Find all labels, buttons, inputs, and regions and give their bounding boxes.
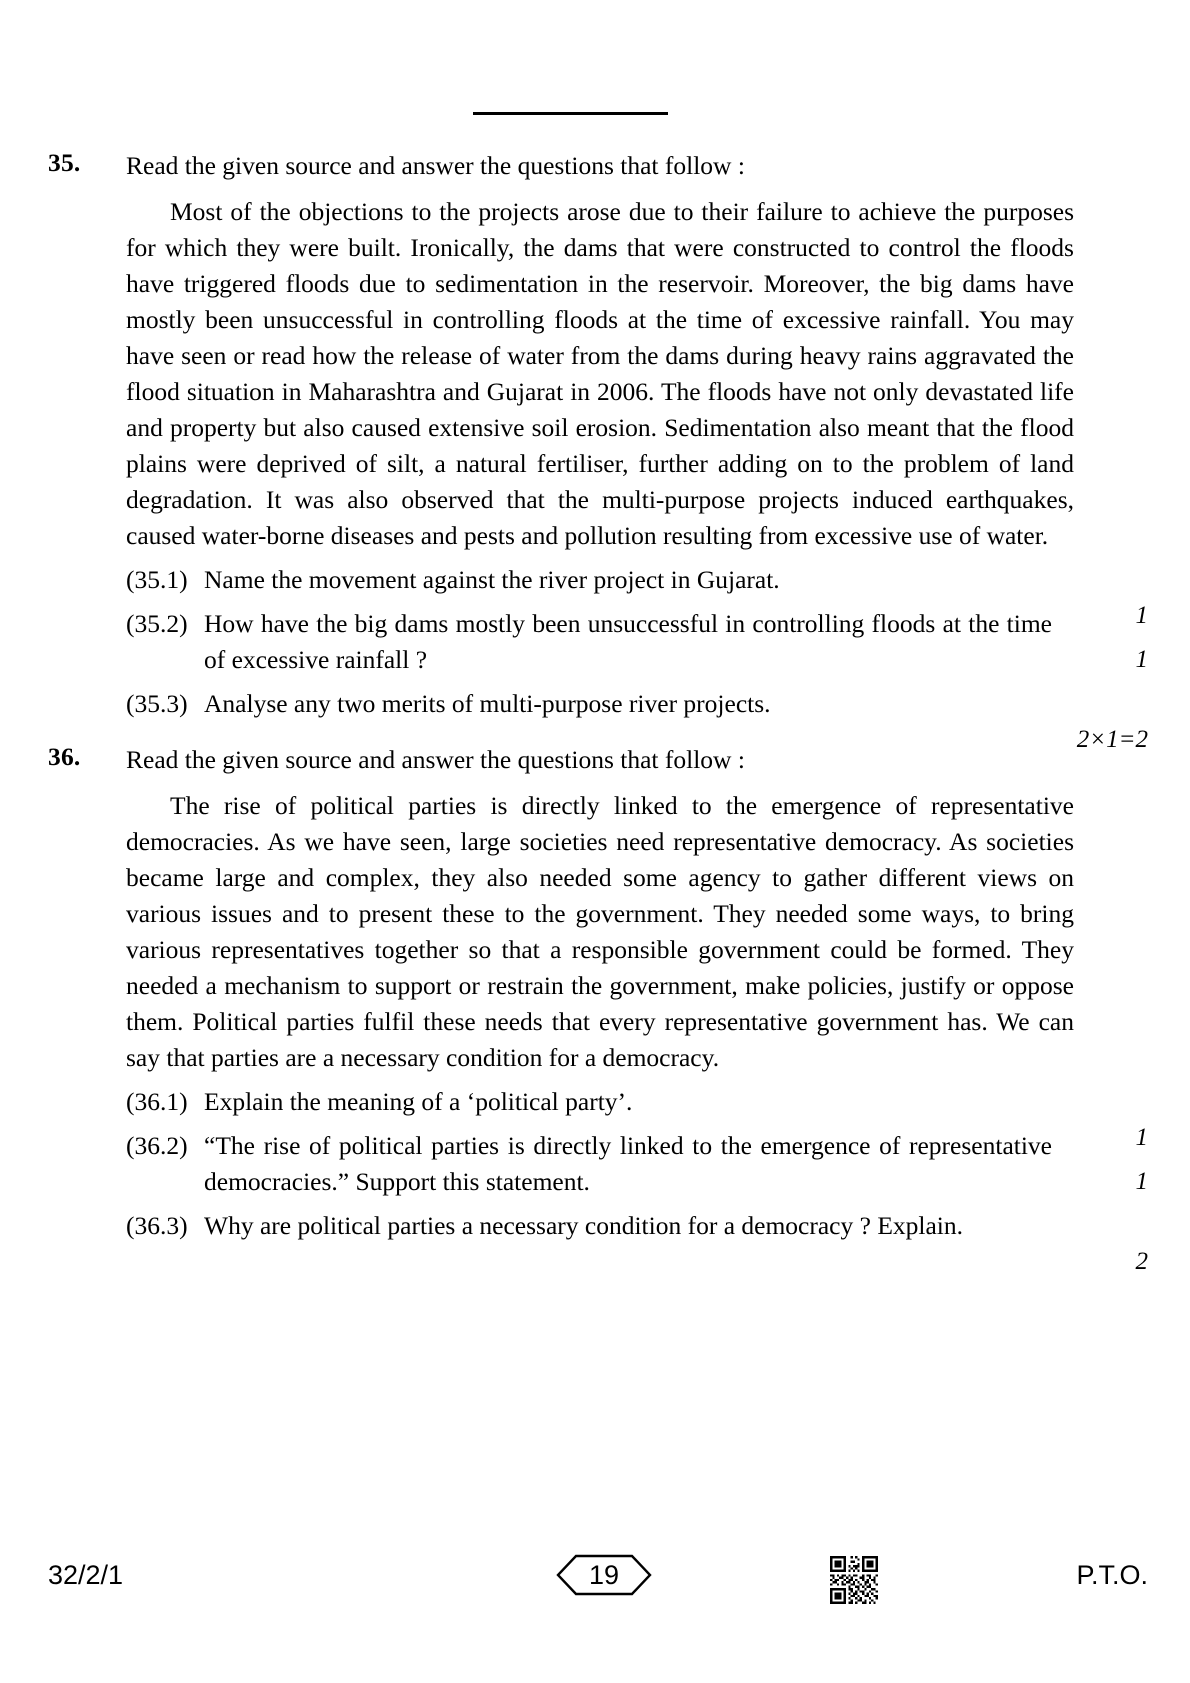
question-prompt-35: Read the given source and answer the questions that follow : bbox=[126, 151, 745, 180]
marks-36-3: 2 bbox=[1135, 1248, 1148, 1275]
marks-35-2: 1 bbox=[1135, 646, 1148, 673]
sub-question-35-3 bbox=[126, 686, 1148, 753]
source-passage-36: The rise of political parties is directly linked to the emergence of representative democracies. As we have seen, large societies need representative democracy. As societies became large and complex, they also needed some agency to gather different views on various issues and to present these to the government. They needed some ways, to bring various representatives together so that a responsible government could be formed. They needed a mechanism to support or restrain the government, make policies, justify or oppose them. Political parties fulfil these needs that every representative government has. We can say that parties are a necessary condition for a democracy. bbox=[126, 791, 1074, 1072]
sub-question-text-36-1: Explain the meaning of a ‘political party’. bbox=[204, 1087, 633, 1116]
question-number-35: 35. bbox=[48, 148, 81, 177]
sub-question-35-2 bbox=[126, 606, 1148, 678]
marks-36-1: 1 bbox=[1135, 1124, 1148, 1151]
sub-question-text-35-1: Name the movement against the river project in Gujarat. bbox=[204, 565, 780, 594]
sub-question-label-36-2: (36.2) bbox=[126, 1131, 188, 1160]
turn-over-label: P.T.O. bbox=[1076, 1560, 1148, 1590]
section-divider-rule bbox=[473, 112, 668, 115]
sub-question-label-35-1: (35.1) bbox=[126, 565, 188, 594]
sub-question-label-35-2: (35.2) bbox=[126, 609, 188, 638]
question-heading-36 bbox=[48, 742, 1148, 778]
question-heading-35 bbox=[48, 148, 1148, 184]
sub-question-label-35-3: (35.3) bbox=[126, 689, 188, 718]
sub-question-text-36-3: Why are political parties a necessary condition for a democracy ? Explain. bbox=[204, 1211, 964, 1240]
page-number-badge bbox=[556, 1554, 652, 1596]
qr-code-icon bbox=[830, 1556, 878, 1604]
sub-question-label-36-3: (36.3) bbox=[126, 1211, 188, 1240]
question-prompt-36: Read the given source and answer the questions that follow : bbox=[126, 745, 745, 774]
marks-36-2: 1 bbox=[1135, 1168, 1148, 1195]
sub-question-text-36-2: “The rise of political parties is directly linked to the emergence of representative democracies.” Support this statement. bbox=[204, 1131, 1052, 1196]
source-passage-35: Most of the objections to the projects arose due to their failure to achieve the purposes for which they were built. Ironically, the dams that were constructed to control the floods have triggered floods due to sedimentation in the reservoir. Moreover, the big dams have mostly been unsuccessful in controlling floods at the time of excessive rainfall. You may have seen or read how the release of water from the dams during heavy rains aggravated the flood situation in Maharashtra and Gujarat in 2006. The floods have not only devastated life and property but also caused extensive soil erosion. Sedimentation also meant that the flood plains were deprived of silt, a natural fertiliser, further adding on to the problem of land degradation. It was also observed that the multi-purpose projects induced earthquakes, caused water-borne diseases and pests and pollution resulting from excessive use of water. bbox=[126, 197, 1074, 550]
marks-35-3: 2×1=2 bbox=[1076, 726, 1148, 753]
marks-35-1: 1 bbox=[1135, 602, 1148, 629]
question-number-36: 36. bbox=[48, 742, 81, 771]
sub-question-36-3 bbox=[126, 1208, 1148, 1275]
question-spacer bbox=[48, 722, 1148, 742]
question-block-35 bbox=[48, 148, 1148, 753]
sub-question-36-2 bbox=[126, 1128, 1148, 1200]
sub-question-label-36-1: (36.1) bbox=[126, 1087, 188, 1116]
sub-question-text-35-2: How have the big dams mostly been unsuccessful in controlling floods at the time of excessive rainfall ? bbox=[204, 609, 1052, 674]
question-block-36 bbox=[48, 742, 1148, 1275]
paper-code: 32/2/1 bbox=[48, 1560, 124, 1590]
page-number: 19 bbox=[588, 1560, 620, 1590]
page-content bbox=[48, 148, 1148, 1275]
sub-question-text-35-3: Analyse any two merits of multi-purpose river projects. bbox=[204, 689, 771, 718]
page-footer bbox=[48, 1560, 1148, 1620]
